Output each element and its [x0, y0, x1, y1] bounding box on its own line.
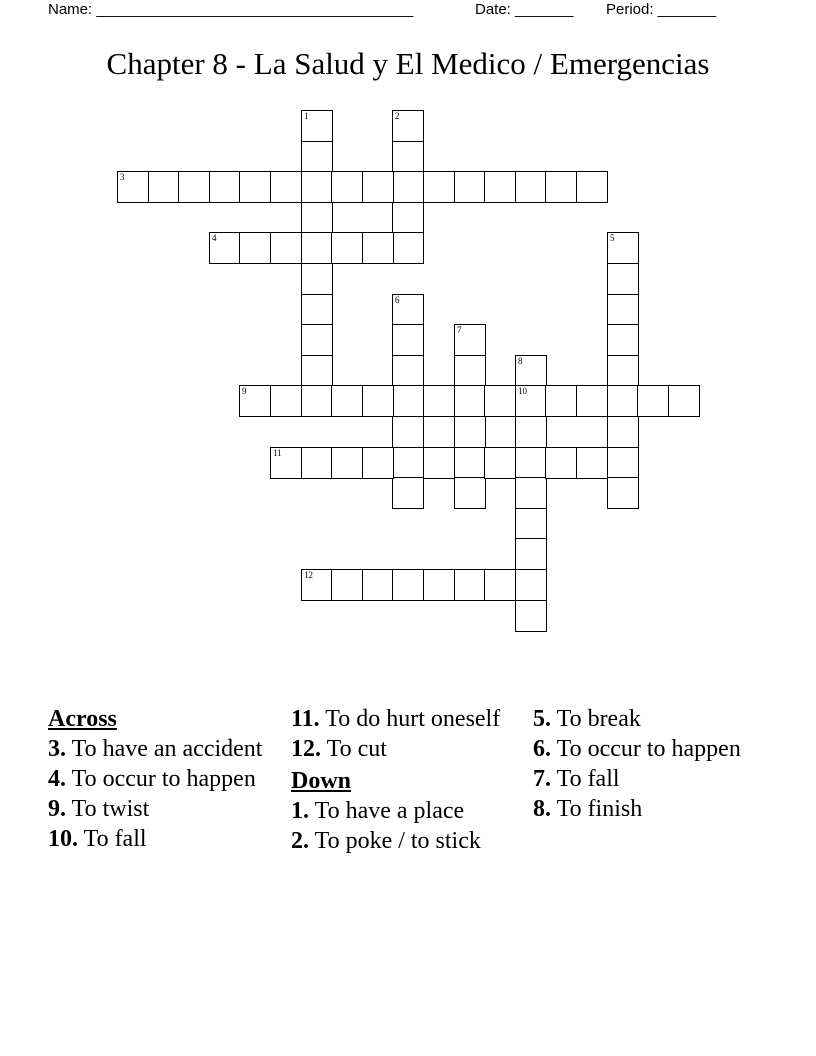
- clue-number-label: 6: [395, 295, 400, 305]
- crossword-cell[interactable]: [607, 477, 639, 509]
- crossword-cell[interactable]: [545, 385, 577, 417]
- crossword-cell[interactable]: [331, 385, 363, 417]
- crossword-cell[interactable]: [301, 202, 333, 234]
- clue-number-label: 8: [518, 356, 523, 366]
- crossword-cell[interactable]: [423, 385, 455, 417]
- crossword-cell[interactable]: [576, 447, 608, 479]
- crossword-cell[interactable]: [301, 110, 333, 142]
- crossword-cell[interactable]: [392, 447, 424, 479]
- crossword-cell[interactable]: [454, 385, 486, 417]
- crossword-cell[interactable]: [484, 385, 516, 417]
- crossword-cell[interactable]: [545, 447, 577, 479]
- crossword-cell[interactable]: [515, 416, 547, 448]
- crossword-cell[interactable]: [423, 171, 455, 203]
- crossword-cell[interactable]: [362, 569, 394, 601]
- crossword-cell[interactable]: [454, 447, 486, 479]
- crossword-cell[interactable]: [515, 355, 547, 387]
- clue-across-4: 4. To occur to happen: [48, 766, 256, 792]
- crossword-cell[interactable]: [331, 569, 363, 601]
- crossword-cell[interactable]: [239, 385, 271, 417]
- crossword-cell[interactable]: [515, 171, 547, 203]
- crossword-cell[interactable]: [362, 171, 394, 203]
- crossword-cell[interactable]: [392, 141, 424, 173]
- crossword-cell[interactable]: [392, 416, 424, 448]
- crossword-cell[interactable]: [607, 447, 639, 479]
- crossword-cell[interactable]: [392, 171, 424, 203]
- crossword-cell[interactable]: [331, 447, 363, 479]
- crossword-cell[interactable]: [515, 477, 547, 509]
- crossword-cell[interactable]: [607, 263, 639, 295]
- crossword-cell[interactable]: [392, 294, 424, 326]
- clue-across-10: 10. To fall: [48, 826, 147, 852]
- crossword-cell[interactable]: [607, 385, 639, 417]
- crossword-cell[interactable]: [362, 385, 394, 417]
- crossword-cell[interactable]: [576, 385, 608, 417]
- clue-number-label: 12: [304, 570, 313, 580]
- crossword-cell[interactable]: [331, 232, 363, 264]
- clue-down-8: 8. To finish: [533, 796, 643, 822]
- clue-across-12: 12. To cut: [291, 736, 387, 762]
- crossword-cell[interactable]: [637, 385, 669, 417]
- crossword-cell[interactable]: [484, 569, 516, 601]
- clue-across-9: 9. To twist: [48, 796, 150, 822]
- clue-number-label: 1: [304, 111, 309, 121]
- clue-number-label: 3: [120, 172, 125, 182]
- crossword-cell[interactable]: [331, 171, 363, 203]
- crossword-cell[interactable]: [301, 232, 333, 264]
- crossword-cell[interactable]: [178, 171, 210, 203]
- crossword-cell[interactable]: [545, 171, 577, 203]
- crossword-cell[interactable]: [484, 171, 516, 203]
- crossword-cell[interactable]: [301, 355, 333, 387]
- crossword-cell[interactable]: [484, 447, 516, 479]
- crossword-cell[interactable]: [515, 385, 547, 417]
- crossword-cell[interactable]: [423, 447, 455, 479]
- crossword-cell[interactable]: [607, 355, 639, 387]
- clue-column-3: [533, 703, 753, 825]
- crossword-cell[interactable]: [239, 171, 271, 203]
- clue-number-label: 11: [273, 448, 282, 458]
- crossword-cell[interactable]: [454, 477, 486, 509]
- crossword-cell[interactable]: [515, 538, 547, 570]
- crossword-cell[interactable]: [454, 569, 486, 601]
- crossword-cell[interactable]: [301, 569, 333, 601]
- down-heading: Down: [291, 768, 352, 794]
- crossword-cell[interactable]: [454, 355, 486, 387]
- crossword-cell[interactable]: [392, 385, 424, 417]
- clue-column-1: [48, 703, 268, 855]
- date-field[interactable]: Date: _______: [475, 1, 574, 18]
- name-field[interactable]: Name: ______________________________________: [48, 1, 414, 18]
- crossword-cell[interactable]: [301, 171, 333, 203]
- clue-down-1: 1. To have a place: [291, 798, 465, 824]
- crossword-cell[interactable]: [301, 141, 333, 173]
- crossword-cell[interactable]: [668, 385, 700, 417]
- crossword-cell[interactable]: [454, 416, 486, 448]
- crossword-cell[interactable]: [392, 355, 424, 387]
- clue-down-6: 6. To occur to happen: [533, 736, 741, 762]
- clue-down-2: 2. To poke / to stick: [291, 828, 481, 854]
- crossword-cell[interactable]: [270, 447, 302, 479]
- crossword-cell[interactable]: [515, 447, 547, 479]
- crossword-cell[interactable]: [362, 447, 394, 479]
- clue-number-label: 7: [457, 325, 462, 335]
- crossword-cell[interactable]: [209, 232, 241, 264]
- crossword-cell[interactable]: [515, 569, 547, 601]
- crossword-cell[interactable]: [301, 294, 333, 326]
- crossword-cell[interactable]: [423, 569, 455, 601]
- clue-across-3: 3. To have an accident: [48, 736, 263, 762]
- crossword-cell[interactable]: [392, 202, 424, 234]
- crossword-cell[interactable]: [607, 416, 639, 448]
- crossword-cell[interactable]: [148, 171, 180, 203]
- across-heading: Across: [48, 706, 117, 732]
- crossword-cell[interactable]: [270, 171, 302, 203]
- crossword-cell[interactable]: [392, 110, 424, 142]
- clue-across-11: 11. To do hurt oneself: [291, 706, 501, 732]
- crossword-cell[interactable]: [270, 385, 302, 417]
- crossword-cell[interactable]: [362, 232, 394, 264]
- crossword-cell[interactable]: [117, 171, 149, 203]
- crossword-cell[interactable]: [454, 171, 486, 203]
- crossword-cell[interactable]: [301, 263, 333, 295]
- crossword-cell[interactable]: [270, 232, 302, 264]
- clue-down-5: 5. To break: [533, 706, 641, 732]
- clue-number-label: 10: [518, 386, 527, 396]
- crossword-cell[interactable]: [301, 385, 333, 417]
- clue-number-label: 4: [212, 233, 217, 243]
- clue-number-label: 9: [242, 386, 247, 396]
- crossword-cell[interactable]: [454, 324, 486, 356]
- crossword-cell[interactable]: [392, 324, 424, 356]
- crossword-cell[interactable]: [607, 324, 639, 356]
- period-field[interactable]: Period: _______: [606, 1, 717, 18]
- crossword-cell[interactable]: [209, 171, 241, 203]
- crossword-cell[interactable]: [515, 508, 547, 540]
- clue-number-label: 5: [610, 233, 615, 243]
- crossword-cell[interactable]: [576, 171, 608, 203]
- crossword-cell[interactable]: [239, 232, 271, 264]
- crossword-cell[interactable]: [515, 600, 547, 632]
- crossword-cell[interactable]: [607, 294, 639, 326]
- page-title: Chapter 8 - La Salud y El Medico / Emergencias: [106, 46, 710, 81]
- crossword-cell[interactable]: [607, 232, 639, 264]
- clue-number-label: 2: [395, 111, 400, 121]
- crossword-cell[interactable]: [301, 447, 333, 479]
- crossword-cell[interactable]: [392, 569, 424, 601]
- clue-down-7: 7. To fall: [533, 766, 620, 792]
- clue-column-2: [291, 703, 511, 857]
- crossword-cell[interactable]: [392, 477, 424, 509]
- crossword-cell[interactable]: [301, 324, 333, 356]
- crossword-cell[interactable]: [392, 232, 424, 264]
